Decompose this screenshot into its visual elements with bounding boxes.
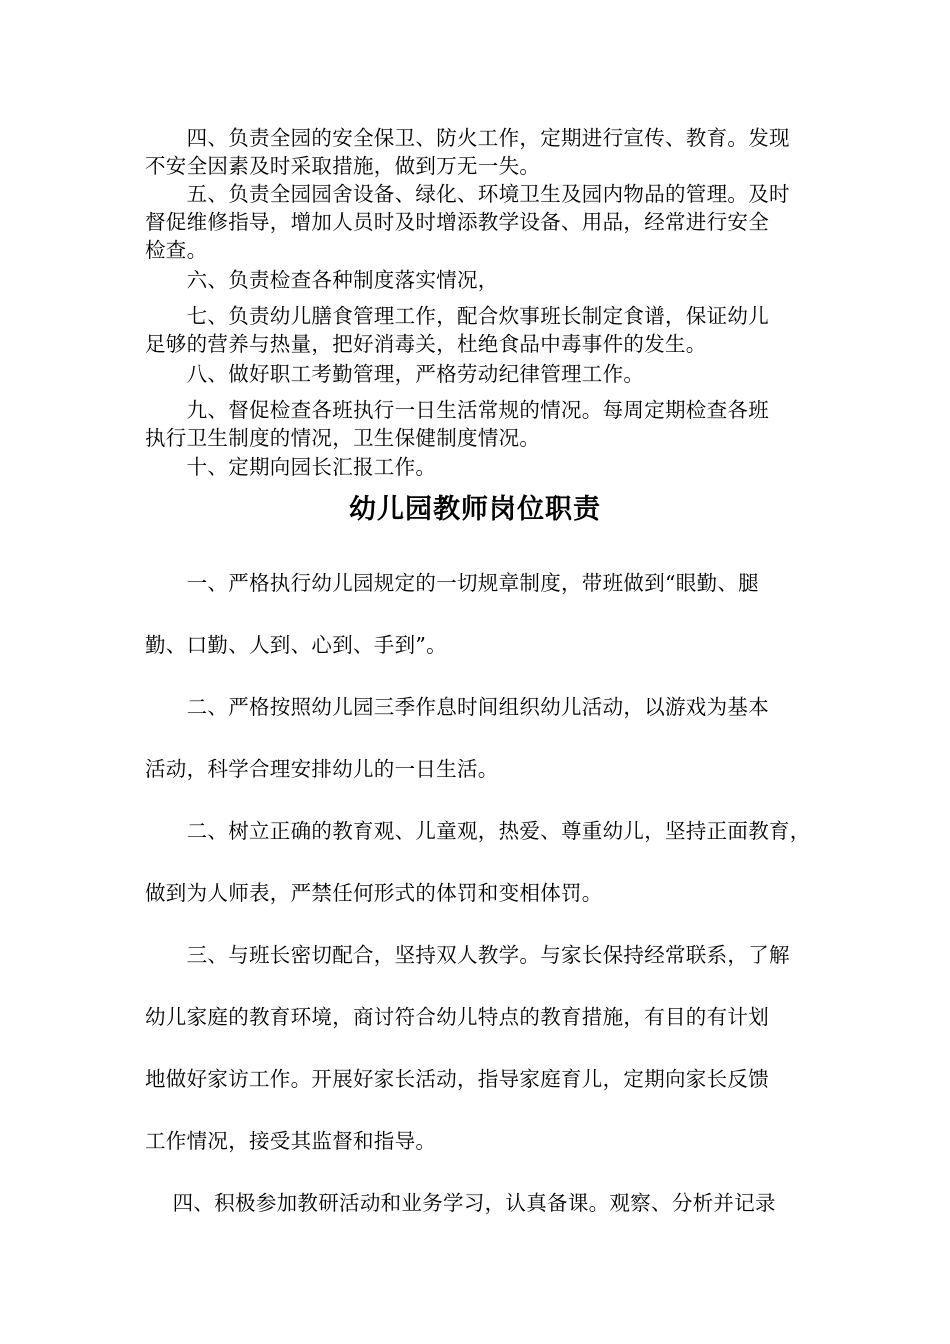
- text-line: 四、积极参加教研活动和业务学习，认真备课。观察、分析并记录: [145, 1191, 776, 1215]
- paragraph-duty-5: [145, 1172, 807, 1234]
- paragraph-item-5: [145, 180, 807, 264]
- text-line: 二、严格按照幼儿园三季作息时间组织幼儿活动，以游戏为基本: [145, 695, 769, 719]
- text-line: 十、定期向园长汇报工作。: [145, 455, 437, 479]
- text-line: 督促维修指导，增加人员时及时增添教学设备、用品，经常进行安全: [145, 210, 769, 234]
- paragraph-duty-3: [145, 800, 811, 924]
- paragraph-item-9: [145, 396, 807, 452]
- paragraph-duty-1: [145, 552, 807, 676]
- paragraph-item-8: [145, 360, 807, 388]
- text-line: 四、负责全园的安全保卫、防火工作，定期进行宣传、教育。发现: [145, 126, 790, 150]
- page-title: 幼儿园教师岗位职责: [349, 494, 601, 525]
- text-line: 一、严格执行幼儿园规定的一切规章制度，带班做到“眼勤、腿: [145, 571, 759, 595]
- text-line: 检查。: [145, 238, 208, 262]
- text-line: 五、负责全园园舍设备、绿化、环境卫生及园内物品的管理。及时: [145, 182, 790, 206]
- text-line: 活动，科学合理安排幼儿的一日生活。: [145, 757, 499, 781]
- text-line: 幼儿家庭的教育环境，商讨符合幼儿特点的教育措施，有目的有计划: [145, 1005, 769, 1029]
- text-line: 足够的营养与热量，把好消毒关，杜绝食品中毒事件的发生。: [145, 332, 707, 356]
- paragraph-item-7: [145, 302, 807, 358]
- text-line: 做到为人师表，严禁任何形式的体罚和变相体罚。: [145, 881, 603, 905]
- text-line: 工作情况，接受其监督和指导。: [145, 1129, 437, 1153]
- text-line: 九、督促检查各班执行一日生活常规的情况。每周定期检查各班: [145, 398, 769, 422]
- text-line: 六、负责检查各种制度落实情况，: [145, 268, 499, 292]
- paragraph-item-4: [145, 124, 807, 180]
- text-line: 二、树立正确的教育观、儿童观，热爱、尊重幼儿，坚持正面教育，: [145, 819, 811, 843]
- paragraph-item-10: [145, 453, 807, 481]
- text-line: 七、负责幼儿膳食管理工作，配合炊事班长制定食谱，保证幼儿: [145, 304, 769, 328]
- text-line: 八、做好职工考勤管理，严格劳动纪律管理工作。: [145, 362, 645, 386]
- text-line: 执行卫生制度的情况，卫生保健制度情况。: [145, 426, 541, 450]
- text-line: 不安全因素及时采取措施，做到万无一失。: [145, 154, 541, 178]
- text-line: 三、与班长密切配合，坚持双人教学。与家长保持经常联系，了解: [145, 943, 790, 967]
- paragraph-item-6: [145, 266, 807, 294]
- paragraph-duty-4: [145, 924, 807, 1172]
- text-line: 勤、口勤、人到、心到、手到”。: [145, 633, 447, 657]
- paragraph-duty-2: [145, 676, 807, 800]
- text-line: 地做好家访工作。开展好家长活动，指导家庭育儿，定期向家长反馈: [145, 1067, 769, 1091]
